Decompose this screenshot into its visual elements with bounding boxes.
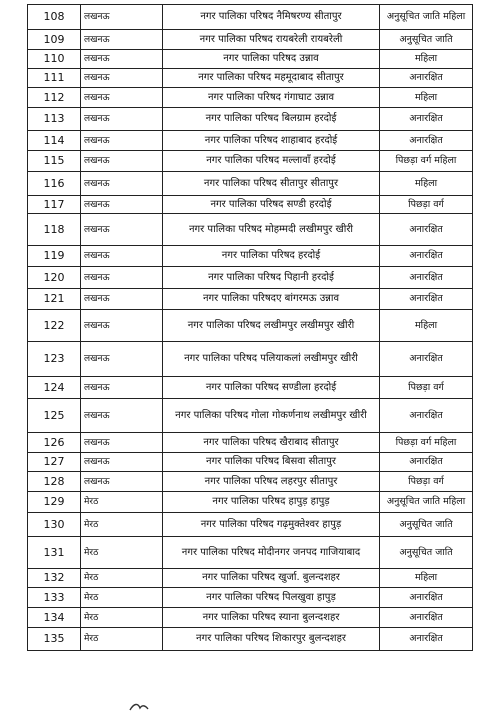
division-cell: लखनऊ: [81, 196, 163, 214]
row-number: 129: [28, 492, 81, 513]
division-cell: लखनऊ: [81, 342, 163, 377]
table-row: [28, 310, 473, 342]
reservation-category: अनुसूचित जाति महिला: [380, 492, 473, 513]
row-number: 111: [28, 69, 81, 88]
reservation-category: महिला: [380, 172, 473, 196]
row-number: 112: [28, 88, 81, 108]
signature-mark: [128, 702, 150, 711]
reservation-category: महिला: [380, 569, 473, 588]
reservation-category: अनारक्षित: [380, 246, 473, 267]
table-row: [28, 30, 473, 50]
municipality-name: नगर पालिका परिषद उन्नाव: [163, 50, 380, 69]
municipality-name: नगर पालिका परिषद बिलग्राम हरदोई: [163, 108, 380, 131]
division-cell: लखनऊ: [81, 131, 163, 151]
municipality-name: नगर पालिका परिषद मल्लावाँ हरदोई: [163, 151, 380, 172]
reservation-category: अनारक्षित: [380, 214, 473, 246]
row-number: 130: [28, 513, 81, 537]
table-row: [28, 151, 473, 172]
division-cell: लखनऊ: [81, 108, 163, 131]
municipality-name: नगर पालिका परिषद रायबरेली रायबरेली: [163, 30, 380, 50]
division-cell: लखनऊ: [81, 151, 163, 172]
table-row: [28, 108, 473, 131]
table-row: [28, 50, 473, 69]
municipality-name: नगर पालिका परिषद गढ़मुक्तेश्वर हापुड़: [163, 513, 380, 537]
table-row: [28, 131, 473, 151]
row-number: 124: [28, 377, 81, 399]
reservation-category: अनारक्षित: [380, 108, 473, 131]
table-row: [28, 569, 473, 588]
municipality-name: नगर पालिका परिषद महमूदाबाद सीतापुर: [163, 69, 380, 88]
division-cell: लखनऊ: [81, 88, 163, 108]
table-row: [28, 88, 473, 108]
municipality-name: नगर पालिका परिषद पिहानी हरदोई: [163, 267, 380, 289]
division-cell: मेरठ: [81, 588, 163, 608]
division-cell: लखनऊ: [81, 30, 163, 50]
reservation-category: अनारक्षित: [380, 453, 473, 472]
division-cell: लखनऊ: [81, 246, 163, 267]
municipality-name: नगर पालिका परिषद स्याना बुलन्दशहर: [163, 608, 380, 628]
row-number: 113: [28, 108, 81, 131]
municipality-name: नगर पालिका परिषद सण्डीला हरदोई: [163, 377, 380, 399]
municipality-name: नगर पालिका परिषद नैमिषरण्य सीतापुर: [163, 5, 380, 30]
reservation-category: पिछड़ा वर्ग: [380, 377, 473, 399]
row-number: 115: [28, 151, 81, 172]
table-row: [28, 196, 473, 214]
division-cell: लखनऊ: [81, 453, 163, 472]
division-cell: लखनऊ: [81, 214, 163, 246]
table-row: [28, 246, 473, 267]
reservation-category: अनारक्षित: [380, 628, 473, 651]
table-row: [28, 513, 473, 537]
reservation-category: महिला: [380, 88, 473, 108]
division-cell: लखनऊ: [81, 289, 163, 310]
reservation-category: अनुसूचित जाति: [380, 30, 473, 50]
table-row: [28, 472, 473, 492]
row-number: 131: [28, 537, 81, 569]
table-row: [28, 172, 473, 196]
row-number: 122: [28, 310, 81, 342]
reservation-category: अनुसूचित जाति: [380, 537, 473, 569]
division-cell: मेरठ: [81, 492, 163, 513]
row-number: 110: [28, 50, 81, 69]
table-row: [28, 289, 473, 310]
row-number: 126: [28, 433, 81, 453]
municipality-name: नगर पालिका परिषद खैराबाद सीतापुर: [163, 433, 380, 453]
reservation-category: अनारक्षित: [380, 608, 473, 628]
municipality-name: नगर पालिका परिषद खुर्जा. बुलन्दशहर: [163, 569, 380, 588]
table-row: [28, 377, 473, 399]
municipality-name: नगर पालिका परिषद गोला गोकर्णनाथ लखीमपुर खीरी: [163, 399, 380, 433]
reservation-category: अनारक्षित: [380, 342, 473, 377]
division-cell: लखनऊ: [81, 399, 163, 433]
municipality-name: नगर पालिका परिषद शिकारपुर बुलन्दशहर: [163, 628, 380, 651]
division-cell: मेरठ: [81, 608, 163, 628]
reservation-category: पिछड़ा वर्ग: [380, 196, 473, 214]
municipality-name: नगर पालिका परिषद लहरपुर सीतापुर: [163, 472, 380, 492]
table-row: [28, 537, 473, 569]
division-cell: लखनऊ: [81, 5, 163, 30]
reservation-category: महिला: [380, 310, 473, 342]
reservation-category: अनुसूचित जाति महिला: [380, 5, 473, 30]
row-number: 120: [28, 267, 81, 289]
reservation-category: अनारक्षित: [380, 289, 473, 310]
table-row: [28, 214, 473, 246]
table-row: [28, 492, 473, 513]
reservation-category: पिछड़ा वर्ग महिला: [380, 151, 473, 172]
reservation-category: पिछड़ा वर्ग महिला: [380, 433, 473, 453]
table-row: [28, 399, 473, 433]
table-row: [28, 628, 473, 651]
municipality-name: नगर पालिका परिषद बिसवा सीतापुर: [163, 453, 380, 472]
division-cell: लखनऊ: [81, 267, 163, 289]
municipality-name: नगर पालिका परिषद लखीमपुर लखीमपुर खीरी: [163, 310, 380, 342]
reservation-table: [27, 4, 473, 651]
reservation-category: अनारक्षित: [380, 69, 473, 88]
table-row: [28, 267, 473, 289]
division-cell: लखनऊ: [81, 472, 163, 492]
division-cell: मेरठ: [81, 537, 163, 569]
division-cell: मेरठ: [81, 628, 163, 651]
reservation-category: अनारक्षित: [380, 131, 473, 151]
reservation-category: अनुसूचित जाति: [380, 513, 473, 537]
row-number: 127: [28, 453, 81, 472]
division-cell: लखनऊ: [81, 172, 163, 196]
municipality-name: नगर पालिका परिषद हरदोई: [163, 246, 380, 267]
row-number: 135: [28, 628, 81, 651]
municipality-name: नगर पालिका परिषदए बांगरमऊ उन्नाव: [163, 289, 380, 310]
division-cell: लखनऊ: [81, 50, 163, 69]
table-row: [28, 342, 473, 377]
division-cell: मेरठ: [81, 513, 163, 537]
municipality-name: नगर पालिका परिषद सण्डी हरदोई: [163, 196, 380, 214]
reservation-category: अनारक्षित: [380, 399, 473, 433]
table-row: [28, 69, 473, 88]
municipality-name: नगर पालिका परिषद सीतापुर सीतापुर: [163, 172, 380, 196]
row-number: 109: [28, 30, 81, 50]
row-number: 123: [28, 342, 81, 377]
division-cell: लखनऊ: [81, 433, 163, 453]
row-number: 121: [28, 289, 81, 310]
row-number: 118: [28, 214, 81, 246]
row-number: 116: [28, 172, 81, 196]
division-cell: लखनऊ: [81, 377, 163, 399]
table-row: [28, 608, 473, 628]
municipality-name: नगर पालिका परिषद पलियाकलां लखीमपुर खीरी: [163, 342, 380, 377]
reservation-category: महिला: [380, 50, 473, 69]
row-number: 108: [28, 5, 81, 30]
row-number: 133: [28, 588, 81, 608]
table-row: [28, 5, 473, 30]
division-cell: लखनऊ: [81, 310, 163, 342]
row-number: 119: [28, 246, 81, 267]
table-row: [28, 433, 473, 453]
municipality-name: नगर पालिका परिषद शाहाबाद हरदोई: [163, 131, 380, 151]
row-number: 128: [28, 472, 81, 492]
division-cell: मेरठ: [81, 569, 163, 588]
row-number: 134: [28, 608, 81, 628]
table-row: [28, 453, 473, 472]
municipality-name: नगर पालिका परिषद गंगाघाट उन्नाव: [163, 88, 380, 108]
reservation-category: पिछड़ा वर्ग: [380, 472, 473, 492]
municipality-name: नगर पालिका परिषद हापुड़ हापुड़: [163, 492, 380, 513]
municipality-name: नगर पालिका परिषद मोहम्मदी लखीमपुर खीरी: [163, 214, 380, 246]
row-number: 125: [28, 399, 81, 433]
table-body: [28, 5, 473, 651]
row-number: 117: [28, 196, 81, 214]
municipality-name: नगर पालिका परिषद मोदीनगर जनपद गाजियाबाद: [163, 537, 380, 569]
reservation-category: अनारक्षित: [380, 267, 473, 289]
reservation-category: अनारक्षित: [380, 588, 473, 608]
table-row: [28, 588, 473, 608]
municipality-name: नगर पालिका परिषद पिलखुवा हापुड़: [163, 588, 380, 608]
row-number: 114: [28, 131, 81, 151]
row-number: 132: [28, 569, 81, 588]
division-cell: लखनऊ: [81, 69, 163, 88]
